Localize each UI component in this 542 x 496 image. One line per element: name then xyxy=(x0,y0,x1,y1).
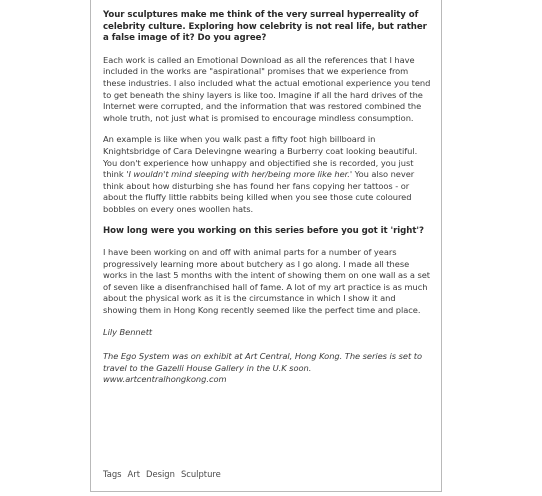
article-body xyxy=(103,10,431,386)
article-card xyxy=(90,0,442,492)
author-name: Lily Bennett xyxy=(103,326,153,337)
tag-link-sculpture[interactable]: Sculpture xyxy=(180,469,221,479)
answer-1-paragraph-2-quote: 'I wouldn't mind sleeping with her/being more like her.' xyxy=(126,169,353,180)
tags-label: Tags xyxy=(103,469,122,479)
tags-row xyxy=(103,468,221,480)
exhibit-note: The Ego System was on exhibit at Art Central, Hong Kong. The series is set to travel to the Gazelli House Gallery in the U.K soon. xyxy=(103,351,422,373)
answer-1-paragraph-2-start: An example is like when you walk past a fifty foot high billboard in Knightsbridge of Cara Delevingne wearing a Burberry coat looking beautiful. You don't experience how unhappy and objectified she is recorded, you just think xyxy=(103,134,418,180)
exhibit-link[interactable]: www.artcentralhongkong.com xyxy=(103,374,227,385)
answer-2-paragraph: I have been working on and off with animal parts for a number of years progressively learning more about butchery as I go along. I made all these works in the last 5 months with the intent of showing them on one wall as a set of seven like a disenfranchised hall of fame. A lot of my art practice is as much about the physical work as it is the circumstance in which I show it and showing them in Hong Kong recently seemed like the perfect time and place. xyxy=(103,247,431,316)
tag-link-art[interactable]: Art xyxy=(127,469,141,479)
answer-1-paragraph-1: Each work is called an Emotional Download as all the references that I have included in the works are "aspirational" promises that we experience from these industries. I also included what the actual emotional experience you tend to get beneath the shiny layers is like too. Imagine if all the hard drives of the Internet were corrupted, and the information that was restored combined the whole truth, not just what is promised to encourage mindless consumption. xyxy=(103,54,431,123)
tag-link-design[interactable]: Design xyxy=(146,469,175,479)
answer-1-paragraph-2 xyxy=(103,134,431,215)
answer-1-paragraph-2-end: You also never think about how disturbing she has found her fans copying her tattoos - or about the fluffy little rabbits being killed when you see those cute coloured bobbles on every ones woollen hats. xyxy=(103,169,415,214)
interview-question-2: How long were you working on this series before you got it 'right'? xyxy=(103,225,424,236)
interview-question-1: Your sculptures make me think of the very surreal hyperreality of celebrity culture. Exploring how celebrity is not real life, but rather a false image of it? Do you agree? xyxy=(103,10,427,44)
